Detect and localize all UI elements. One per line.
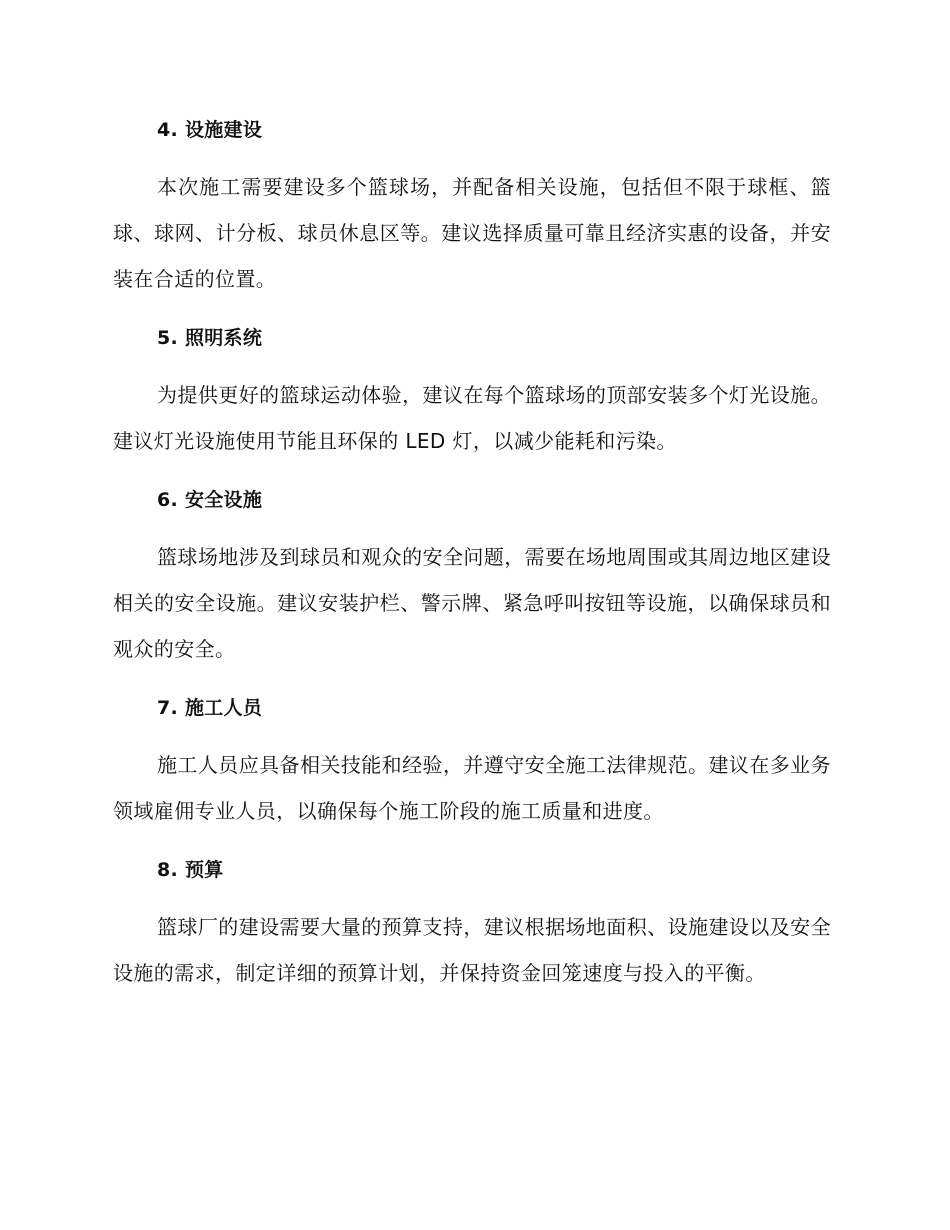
section-heading: 7. 施工人员 [157, 697, 263, 719]
section-heading: 8. 预算 [157, 859, 224, 881]
section-heading: 4. 设施建设 [157, 119, 263, 141]
section-paragraph: 篮球厂的建设需要大量的预算支持，建议根据场地面积、设施建设以及安全设施的需求，制定详细的预算计划，并保持资金回笼速度与投入的平衡。 [113, 915, 831, 985]
section-paragraph: 施工人员应具备相关技能和经验，并遵守安全施工法律规范。建议在多业务领域雇佣专业人员，以确保每个施工阶段的施工质量和进度。 [113, 753, 831, 823]
section-paragraph: 篮球场地涉及到球员和观众的安全问题，需要在场地周围或其周边地区建设相关的安全设施。建议安装护栏、警示牌、紧急呼叫按钮等设施，以确保球员和观众的安全。 [113, 545, 831, 661]
document-page [113, 110, 831, 1012]
section-heading: 6. 安全设施 [157, 489, 263, 511]
section-lighting-system [113, 318, 831, 464]
section-budget [113, 850, 831, 996]
section-facility-construction [113, 110, 831, 302]
section-construction-staff [113, 688, 831, 834]
section-paragraph: 本次施工需要建设多个篮球场，并配备相关设施，包括但不限于球框、篮球、球网、计分板、球员休息区等。建议选择质量可靠且经济实惠的设备，并安装在合适的位置。 [113, 175, 831, 291]
section-heading: 5. 照明系统 [157, 327, 263, 349]
section-safety-facilities [113, 480, 831, 672]
section-paragraph: 为提供更好的篮球运动体验，建议在每个篮球场的顶部安装多个灯光设施。建议灯光设施使用节能且环保的 LED 灯，以减少能耗和污染。 [113, 383, 831, 453]
